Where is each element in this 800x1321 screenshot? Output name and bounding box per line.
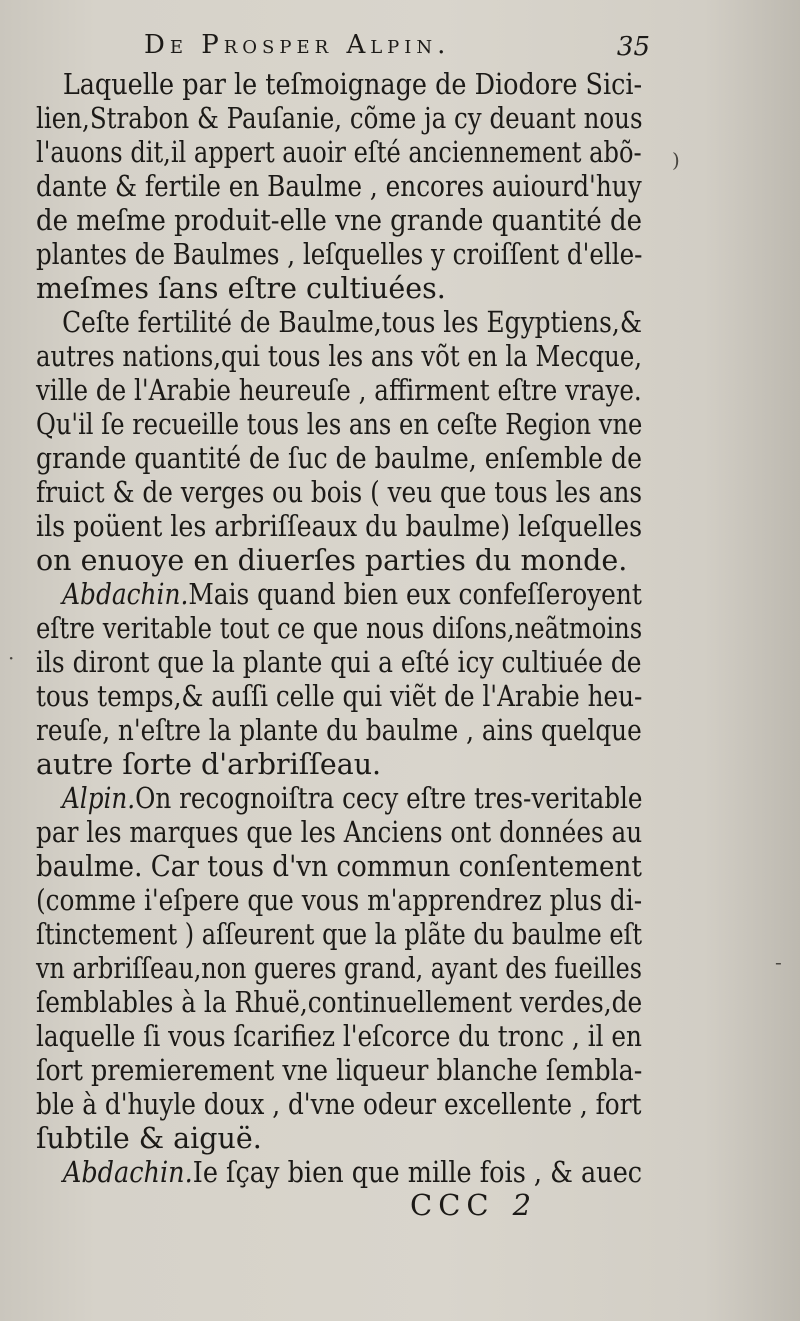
speaker-label: Abdachin. xyxy=(62,578,189,611)
paragraph xyxy=(36,1156,642,1190)
text-line: dante & fertile en Baulme , encores auiourd'huy xyxy=(36,170,642,203)
text-line: ils diront que la plante qui a eſté icy cultiuée de xyxy=(36,646,642,679)
text-line: meſmes ſans eſtre cultiuées. xyxy=(36,272,446,305)
text-line: de meſme produit-elle vne grande quantité de xyxy=(36,204,642,237)
text-line: lien,Strabon & Pauſanie, cõme ja cy deuant nous xyxy=(36,102,643,135)
text-line: ſemblables à la Rhuë,continuellement verdes,de xyxy=(36,986,643,1019)
text-line: autre ſorte d'arbriſſeau. xyxy=(36,748,382,781)
text-line-content: On recognoiſtra cecy eſtre tres-veritable xyxy=(135,782,643,815)
paragraph xyxy=(36,782,642,1156)
text-line: plantes de Baulmes , leſquelles y croiſſent d'elle- xyxy=(36,238,643,271)
signature-letters: CCC xyxy=(410,1188,495,1222)
text-line: Qu'il ſe recueille tous les ans en ceſte Region vne xyxy=(36,408,643,441)
paragraph xyxy=(36,306,642,578)
text-line xyxy=(36,578,642,612)
margin-speck: · xyxy=(8,646,15,670)
text-line xyxy=(36,782,643,816)
margin-speck: - xyxy=(775,950,782,974)
text-line: tous temps,& auſſi celle qui viẽt de l'Arabie heu- xyxy=(36,680,643,713)
text-line: laquelle ſi vous ſcarifiez l'eſcorce du tronc , il en xyxy=(36,1020,642,1053)
text-line: grande quantité de ſuc de baulme, enſemble de xyxy=(36,442,643,475)
text-line: on enuoye en diuerſes parties du monde. xyxy=(36,544,628,577)
text-line: ils poüent les arbriſſeaux du baulme) leſquelles xyxy=(36,510,643,543)
signature-mark xyxy=(410,1188,537,1222)
text-line: ſort premierement vne liqueur blanche ſembla- xyxy=(36,1054,643,1087)
text-line: ville de l'Arabie heureuſe , affirment eſtre vraye. xyxy=(36,374,642,407)
text-line: autres nations,qui tous les ans võt en la Mecque, xyxy=(36,340,643,373)
text-line: eſtre veritable tout ce que nous diſons,neãtmoins xyxy=(36,612,643,645)
text-line: ſtinctement ) aſſeurent que la plãte du baulme eſt xyxy=(36,918,643,951)
text-line: l'auons dit,il appert auoir eſté anciennement abõ- xyxy=(36,136,642,169)
speaker-label: Abdachin. xyxy=(62,1156,193,1189)
text-line: reuſe, n'eſtre la plante du baulme , ains quelque xyxy=(36,714,642,747)
signature-number: 2 xyxy=(512,1188,538,1222)
paragraph xyxy=(36,578,642,782)
text-line: (comme i'eſpere que vous m'apprendrez plus di- xyxy=(36,884,643,917)
text-line: ſubtile & aiguë. xyxy=(36,1122,262,1155)
text-line: vn arbriſſeau,non gueres grand, ayant des fueilles xyxy=(36,952,642,985)
text-line: Ceſte fertilité de Baulme,tous les Egyptiens,& xyxy=(62,306,642,339)
text-line: ble à d'huyle doux , d'vne odeur excellente , fort xyxy=(36,1088,642,1121)
text-line: fruict & de verges ou bois ( veu que tous les ans xyxy=(36,476,643,509)
paragraph xyxy=(36,68,642,306)
text-line: baulme. Car tous d'vn commun conſentement xyxy=(36,850,642,883)
page-header xyxy=(130,30,650,70)
speaker-label: Alpin. xyxy=(61,782,136,815)
body-text xyxy=(36,68,642,1190)
text-line-content: Ie ſçay bien que mille fois , & auec xyxy=(192,1156,643,1189)
text-line-content: Mais quand bien eux confeſſeroyent xyxy=(188,578,642,611)
text-line: par les marques que les Anciens ont données au xyxy=(36,816,643,849)
running-head: De Prosper Alpin. xyxy=(144,30,451,60)
margin-speck: ) xyxy=(672,148,680,172)
page-number: 35 xyxy=(616,32,650,62)
text-line: Laquelle par le teſmoignage de Diodore Sici- xyxy=(62,68,643,101)
text-line xyxy=(36,1156,643,1190)
